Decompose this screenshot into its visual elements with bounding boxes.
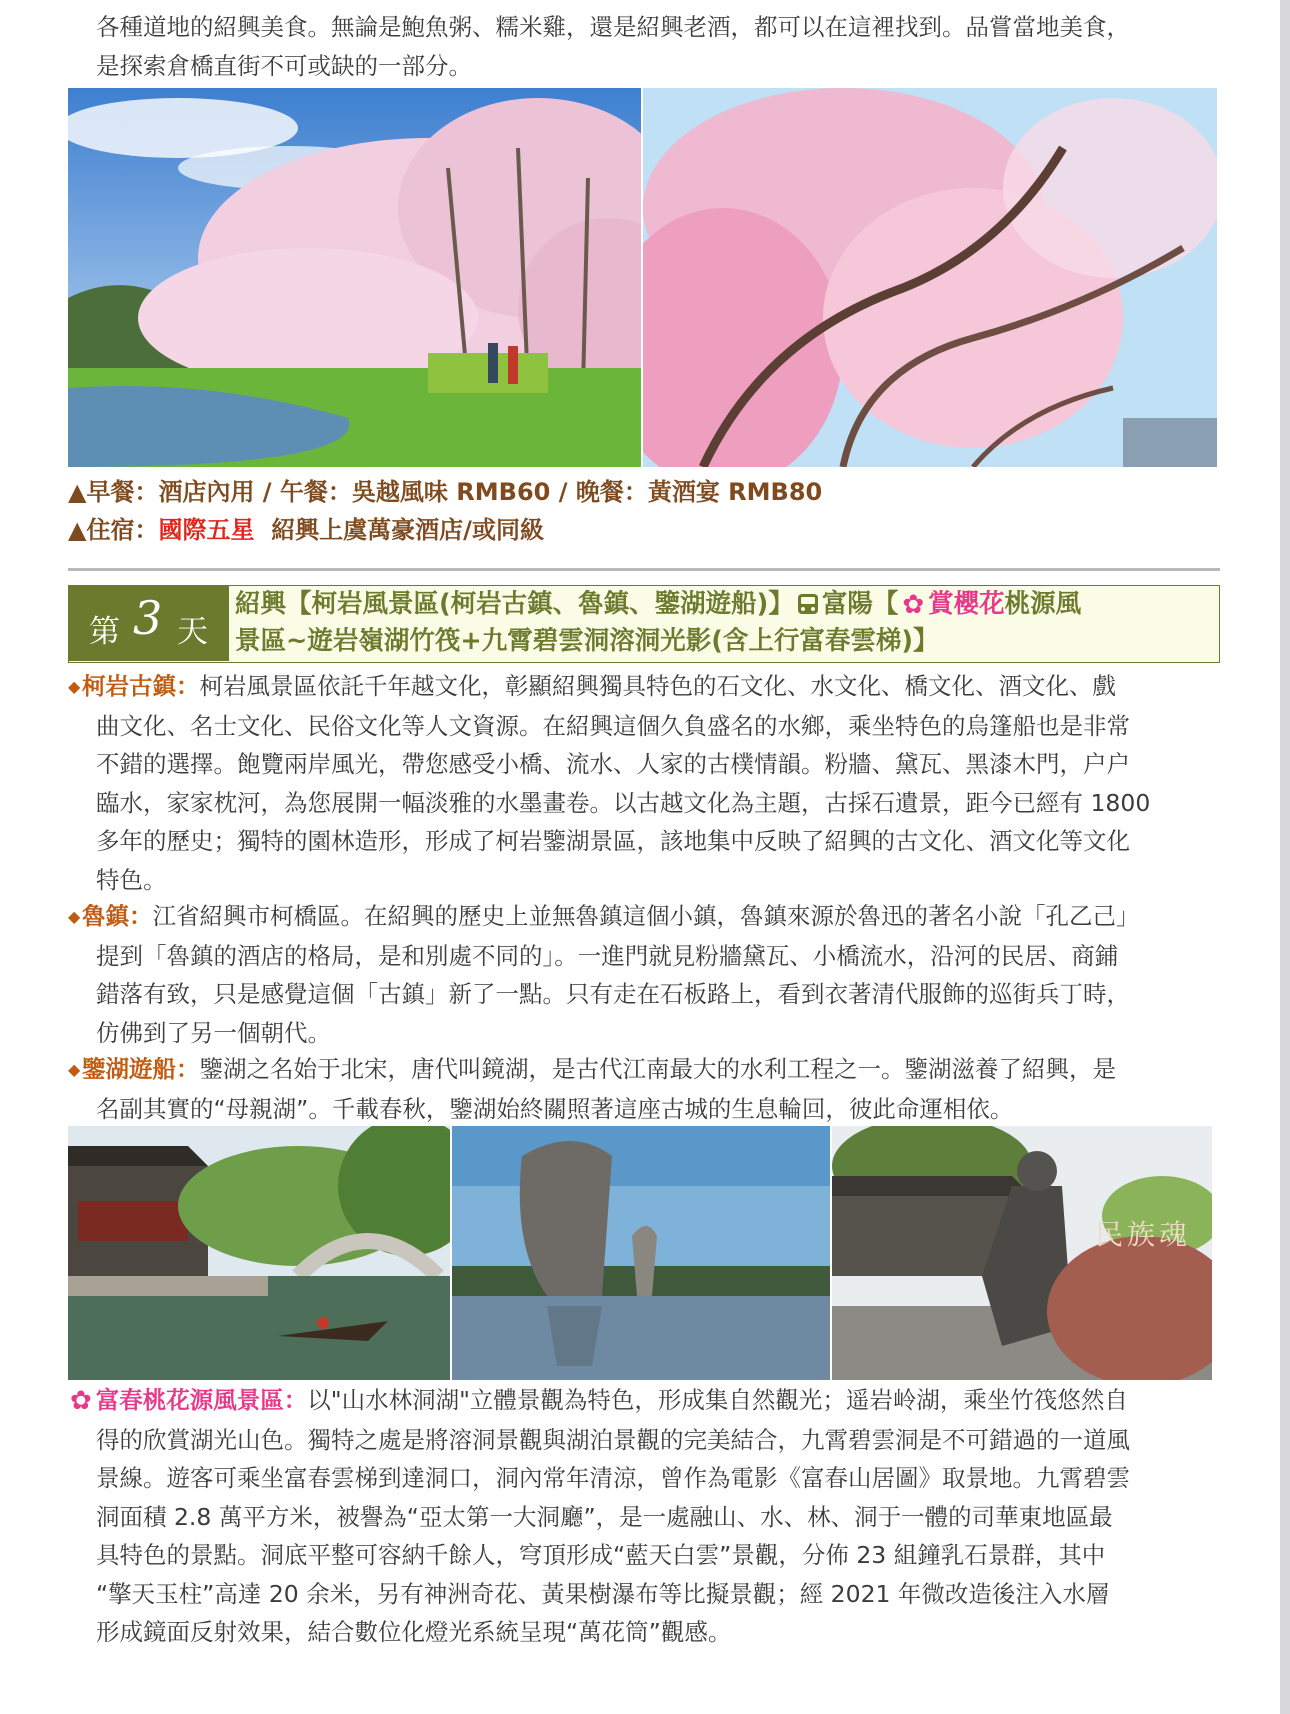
meal-info: ▲早餐：酒店內用 / 午餐：吳越風味 RMB60 / 晚餐：黃酒宴 RMB80	[68, 478, 823, 506]
bullet-label: 魯鎮：	[82, 902, 153, 930]
intro-line: 各種道地的紹興美食。無論是鮑魚粥、糯米雞，還是紹興老酒，都可以在這裡找到。品嘗當地美食，	[96, 13, 1130, 41]
day-title-highlight: 賞櫻花	[928, 589, 1005, 619]
bullet-line: 曲文化、名士文化、民俗文化等人文資源。在紹興這個久負盛名的水鄉，乘坐特色的烏篷船也是非常	[96, 711, 1130, 740]
bullet-line: 臨水，家家枕河，為您展開一幅淡雅的水墨畫卷。以古越文化為主題，古採石遺景，距今已經有 1800	[96, 788, 1151, 817]
diamond-bullet-icon: ◆	[68, 1060, 81, 1079]
bullet-line: 名副其實的“母親湖”。千載春秋，鑒湖始終關照著這座古城的生息輪回，彼此命運相依。	[96, 1094, 1014, 1123]
day-title-line-2: 景區~遊岩嶺湖竹筏+九霄碧雲洞溶洞光影(含上行富春雲梯)】	[235, 626, 939, 656]
page-edge	[1280, 0, 1290, 1714]
fuchun-line: 形成鏡面反射效果，結合數位化燈光系統呈現“萬花筒”觀感。	[96, 1618, 732, 1646]
day-title-part2: 富陽【	[821, 589, 899, 619]
fuchun-text: 以"山水林洞湖"立體景觀為特色，形成集自然觀光；遥岩岭湖，乘坐竹筏悠然自	[307, 1386, 1128, 1414]
bullet-line: 仿佛到了另一個朝代。	[96, 1018, 331, 1047]
cherry-blossom-branches-photo	[643, 88, 1217, 467]
day-title-part1: 紹興【柯岩風景區(柯岩古鎮、魯鎮、鑒湖遊船)】	[235, 589, 794, 619]
water-town-bridge-photo	[68, 1126, 450, 1380]
bullet-line: 提到「魯鎮的酒店的格局，是和別處不同的」。一進門就見粉牆黛瓦、小橋流水，沿河的民居、商鋪	[96, 941, 1119, 970]
sakura-flower-icon: ✿	[70, 1386, 92, 1416]
intro-paragraph	[96, 8, 1220, 85]
bullet-text: 柯岩風景區依託千年越文化，彰顯紹興獨具特色的石文化、水文化、橋文化、酒文化、戲	[199, 672, 1116, 700]
bullet-line	[68, 1050, 1228, 1090]
bullet-luzhen	[68, 897, 1228, 1052]
fuchun-line: “擎天玉柱”高達 20 余米，另有神洲奇花、黃果樹瀑布等比擬景觀；經 2021 年微改造後注入水層	[96, 1579, 1110, 1608]
bullet-line	[68, 667, 1228, 707]
fuchun-line	[68, 1381, 1228, 1421]
bullet-keyan-ancient-town	[68, 667, 1228, 899]
bullet-text: 鑒湖之名始于北宋，唐代叫鏡湖，是古代江南最大的水利工程之一。鑒湖滋養了紹興，是	[199, 1055, 1116, 1083]
bullet-line	[68, 897, 1228, 937]
hotel-name: 紹興上虞萬豪酒店/或同級	[271, 516, 544, 544]
fuchun-label: 富春桃花源風景區：	[95, 1386, 308, 1414]
diamond-bullet-icon: ◆	[68, 677, 81, 696]
sakura-flower-icon: ✿	[902, 590, 925, 620]
cherry-blossom-river-photo	[68, 88, 641, 467]
bullet-line: 不錯的選擇。飽覽兩岸風光，帶您感受小橋、流水、人家的古樸情韻。粉牆、黛瓦、黑漆木門，户户	[96, 750, 1130, 778]
day-number: 3	[133, 591, 163, 645]
day-suffix: 天	[177, 614, 208, 650]
fuchun-line: 景線。遊客可乘坐富春雲梯到達洞口，洞內常年清涼，曾作為電影《富春山居圖》取景地。九霄碧雲	[96, 1464, 1130, 1492]
bullet-line: 多年的歷史；獨特的園林造形，形成了柯岩鑒湖景區，該地集中反映了紹興的古文化、酒文化等文化	[96, 827, 1130, 855]
day-badge	[69, 586, 229, 661]
section-divider	[68, 568, 1220, 571]
fuchun-line: 具特色的景點。洞底平整可容納千餘人，穹頂形成“藍天白雲”景觀，分佈 23 組鐘乳石景群，其中	[96, 1541, 1106, 1569]
bullet-label: 柯岩古鎮：	[82, 672, 200, 700]
hotel-grade: 國際五星	[158, 516, 255, 544]
accommodation-info	[68, 512, 544, 548]
fuchun-line: 得的欣賞湖光山色。獨特之處是將溶洞景觀與湖泊景觀的完美結合，九霄碧雲洞是不可錯過的一道風	[96, 1425, 1130, 1454]
stone-pillar-lake-photo	[452, 1126, 830, 1380]
bus-icon	[798, 594, 818, 614]
statue-sign-text: 民族魂	[1094, 1218, 1191, 1251]
bullet-line: 錯落有致，只是感覺這個「古鎮」新了一點。只有走在石板路上，看到衣著清代服飾的巡街兵丁時，	[96, 980, 1130, 1008]
bullet-text: 江省紹興市柯橋區。在紹興的歷史上並無魯鎮這個小鎮，魯鎮來源於魯迅的著名小說「孔乙己」	[152, 902, 1140, 930]
day-title	[235, 586, 1215, 659]
bullet-jianhu-boat	[68, 1050, 1228, 1128]
fuchun-peach-blossom-section	[68, 1381, 1228, 1652]
lu-xun-statue-photo	[832, 1126, 1212, 1380]
intro-line: 是探索倉橋直街不可或缺的一部分。	[96, 51, 472, 80]
fuchun-line: 洞面積 2.8 萬平方米，被譽為“亞太第一大洞廳”，是一處融山、水、林、洞于一體的司華東地區最	[96, 1502, 1113, 1531]
bullet-label: 鑒湖遊船：	[82, 1055, 200, 1083]
day3-header	[68, 585, 1220, 663]
day-title-line-1	[235, 586, 1215, 623]
day-title-part3: 桃源風	[1004, 589, 1082, 619]
day-prefix: 第	[89, 614, 120, 650]
bullet-line: 特色。	[96, 865, 167, 894]
diamond-bullet-icon: ◆	[68, 907, 81, 926]
accommodation-prefix: ▲住宿：	[68, 516, 159, 544]
